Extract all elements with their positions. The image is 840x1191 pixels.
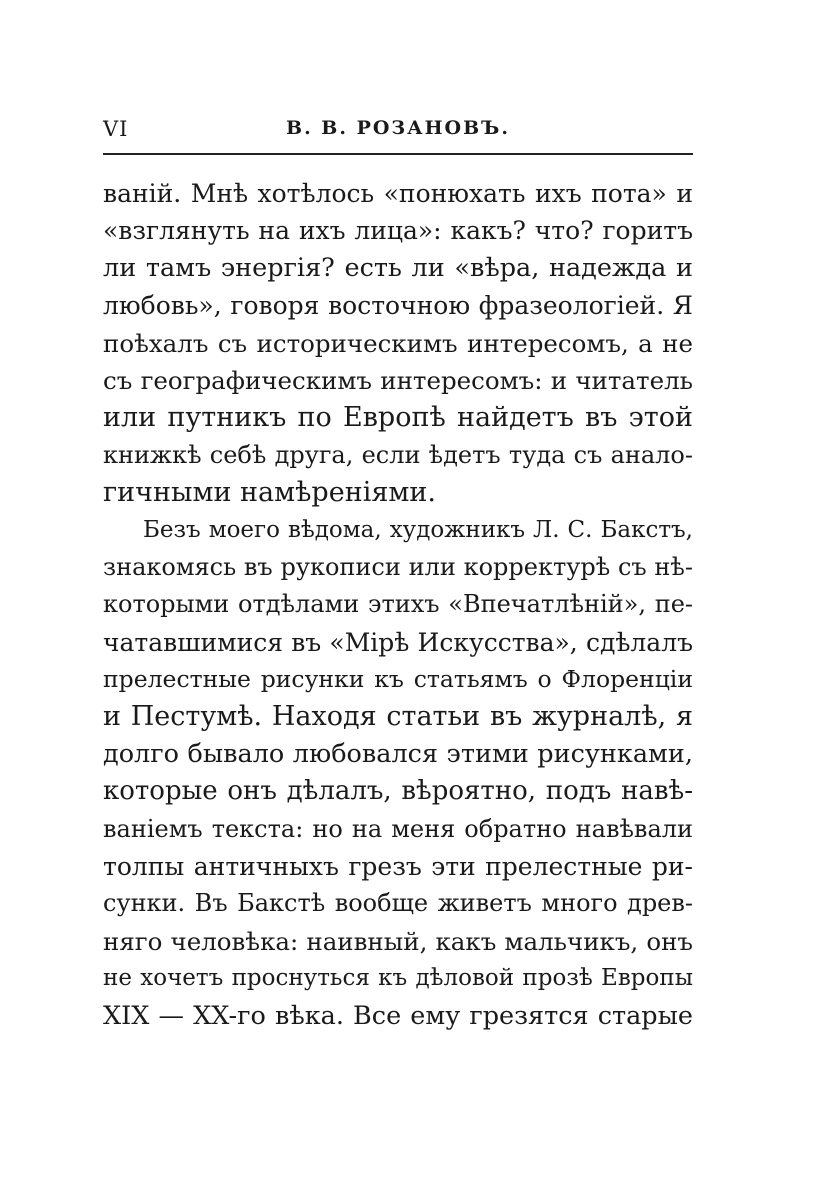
page-number: VI xyxy=(103,117,129,141)
text-line: толпы античныхъ грезъ эти прелестные ри- xyxy=(103,852,693,882)
text-line: которые онъ дѣлалъ, вѣроятно, подъ навѣ- xyxy=(103,776,693,807)
text-line: ваній. Мнѣ хотѣлось «понюхать ихъ пота» и xyxy=(103,179,693,208)
text-line: любовь», говоря восточною фразеологіей. Я xyxy=(103,291,693,321)
text-line: съ географическимъ интересомъ: и читатель xyxy=(103,365,693,395)
text-line: которыми отдѣлами этихъ «Впечатлѣній», пе- xyxy=(103,590,693,619)
header-rule xyxy=(103,153,693,155)
text-line: чатавшимися въ «Мірѣ Искусства», сдѣлалъ xyxy=(103,627,693,657)
text-line: ли тамъ энергія? есть ли «вѣра, надежда и xyxy=(103,252,693,283)
text-line: «взглянуть на ихъ лица»: какъ? что? горитъ xyxy=(103,216,693,246)
body-text xyxy=(103,175,693,1035)
text-line: прелестные рисунки къ статьямъ о Флоренціи xyxy=(103,665,693,694)
running-head: В. В. РОЗАНОВЪ. xyxy=(286,117,510,139)
paragraph-start-line: Безъ моего вѣдома, художникъ Л. С. Бакстъ, xyxy=(143,516,693,543)
text-line: не хочетъ проснуться къ дѣловой прозѣ Европы xyxy=(103,965,693,992)
text-line: долго бывало любовался этими рисунками, xyxy=(103,738,693,769)
text-line: знакомясь въ рукописи или корректурѣ съ нѣ- xyxy=(103,552,693,581)
text-line: XIX — XX-го вѣка. Все ему грезятся старые xyxy=(103,1000,693,1031)
text-line: или путникъ по Европѣ найдетъ въ этой xyxy=(103,402,693,434)
text-line: поѣхалъ съ историческимъ интересомъ, а не xyxy=(103,328,693,358)
paragraph-end-line: гичными намѣреніями. xyxy=(103,477,436,509)
text-line: няго человѣка: наивный, какъ мальчикъ, онъ xyxy=(103,926,693,956)
text-line: и Пестумѣ. Находя статьи въ журналѣ, я xyxy=(103,701,693,733)
text-line: книжкѣ себѣ друга, если ѣдетъ туда съ анало- xyxy=(103,440,693,469)
text-line: ваніемъ текста: но на меня обратно навѣвали xyxy=(103,814,693,843)
page-header xyxy=(103,117,693,147)
text-line: сунки. Въ Бакстѣ вообще живетъ много древ- xyxy=(103,889,693,918)
